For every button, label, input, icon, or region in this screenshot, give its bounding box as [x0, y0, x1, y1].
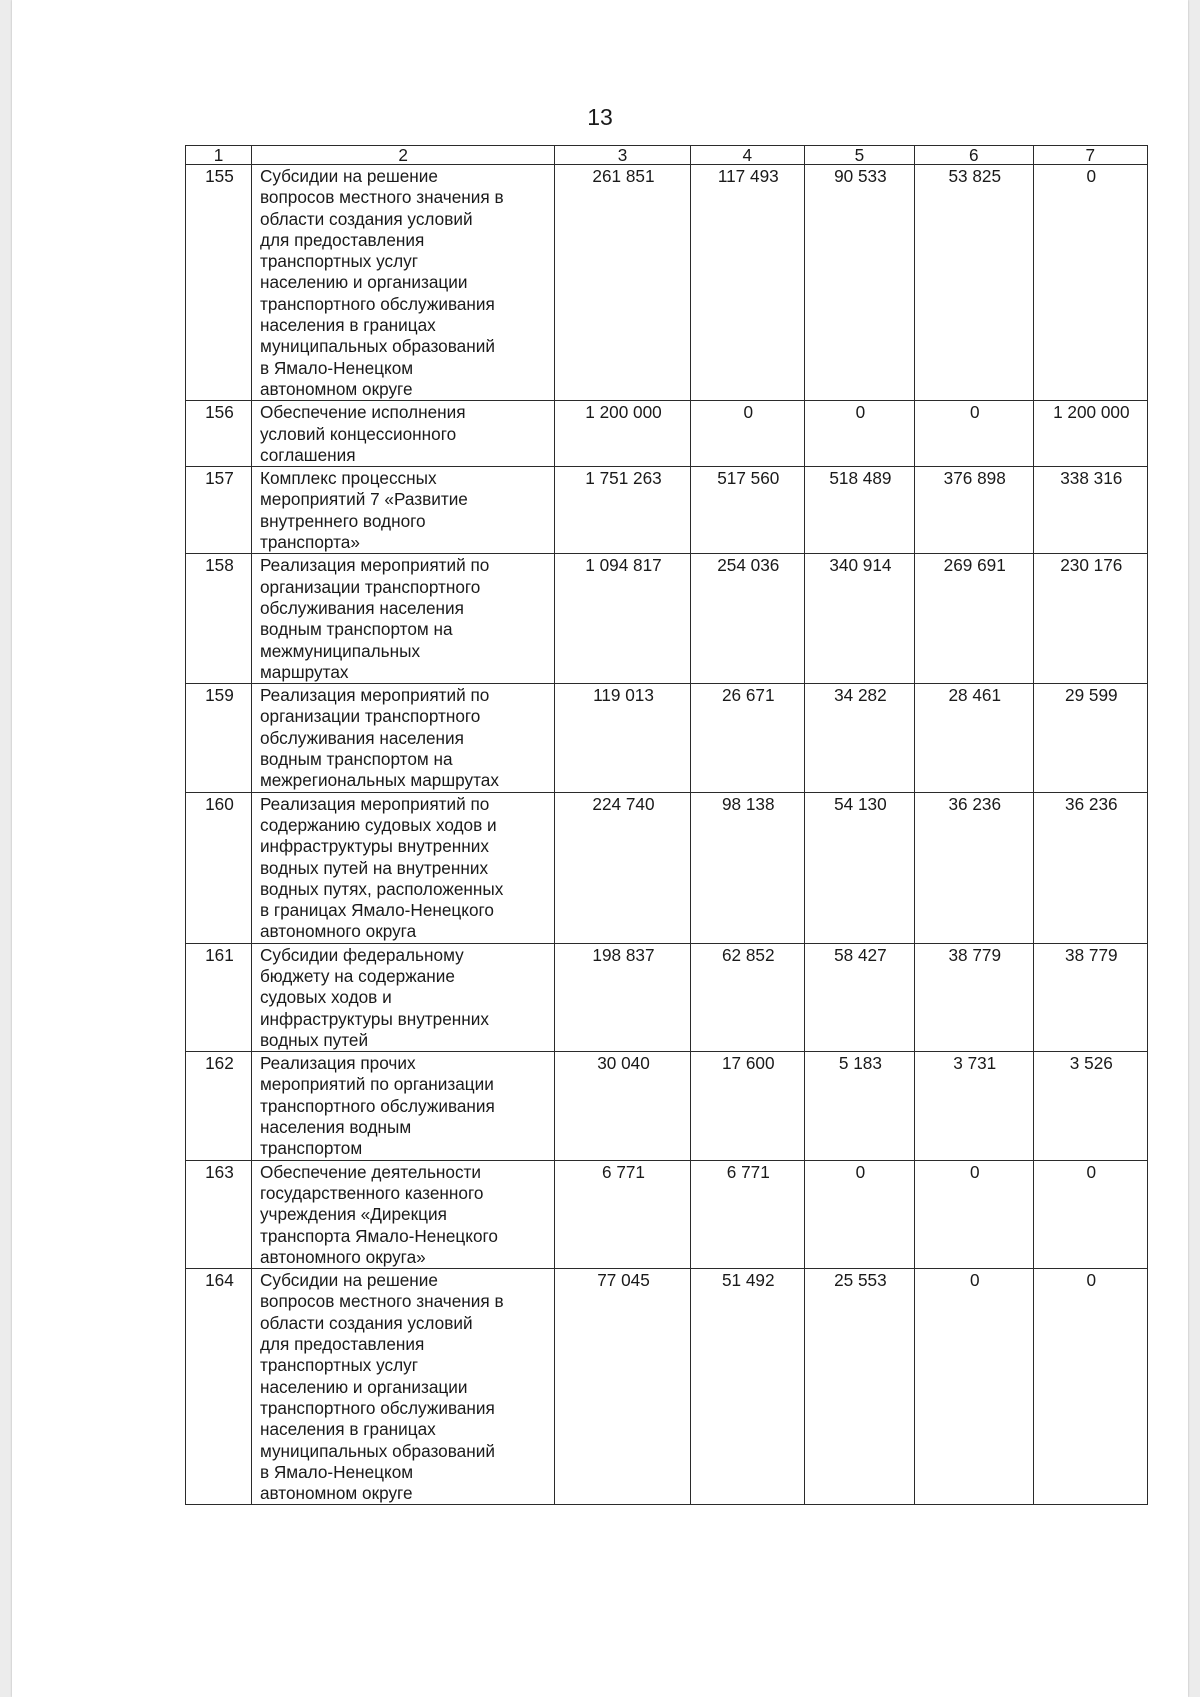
- column-header: 6: [914, 146, 1033, 165]
- description-line: Субсидии федеральному: [259, 944, 464, 965]
- description-line: маршрутах: [259, 661, 349, 682]
- value-cell-col-7: 38 779: [1033, 943, 1147, 1051]
- value-cell-col-5: 58 427: [804, 943, 914, 1051]
- value-cell-col-4: 6 771: [690, 1160, 804, 1268]
- value-cell-col-3: 77 045: [555, 1269, 690, 1505]
- description-line: транспортных услуг: [259, 1355, 419, 1376]
- value-cell-col-5: 34 282: [804, 684, 914, 792]
- row-description: [251, 1052, 554, 1160]
- description-line: в границах Ямало-Ненецкого: [259, 900, 494, 921]
- value-cell-col-7: 0: [1033, 1160, 1147, 1268]
- row-description: [251, 684, 554, 792]
- table-header: [186, 146, 1148, 165]
- value-cell-col-4: 17 600: [690, 1052, 804, 1160]
- description-line: транспорта»: [259, 532, 360, 553]
- description-line: в Ямало-Ненецком: [259, 1461, 414, 1482]
- value-cell-col-5: 25 553: [804, 1269, 914, 1505]
- description-line: инфраструктуры внутренних: [259, 836, 489, 857]
- description-line: межмуниципальных: [259, 640, 421, 661]
- value-cell-col-7: 0: [1033, 1269, 1147, 1505]
- description-line: вопросов местного значения в: [259, 187, 504, 208]
- row-number: 160: [186, 792, 252, 943]
- description-line: организации транспортного: [259, 576, 481, 597]
- row-number: 164: [186, 1269, 252, 1505]
- value-cell-col-3: 1 751 263: [555, 467, 690, 554]
- value-cell-col-3: 1 200 000: [555, 401, 690, 467]
- description-line: муниципальных образований: [259, 336, 495, 357]
- row-description: [251, 401, 554, 467]
- value-cell-col-3: 6 771: [555, 1160, 690, 1268]
- description-line: населения в границах: [259, 1419, 436, 1440]
- document-page: [12, 0, 1188, 1697]
- value-cell-col-5: 518 489: [804, 467, 914, 554]
- description-line: муниципальных образований: [259, 1440, 495, 1461]
- description-line: обслуживания населения: [259, 727, 464, 748]
- value-cell-col-4: 51 492: [690, 1269, 804, 1505]
- row-number: 156: [186, 401, 252, 467]
- value-cell-col-6: 3 731: [914, 1052, 1033, 1160]
- description-line: межрегиональных маршрутах: [259, 770, 499, 791]
- description-line: условий концессионного: [259, 423, 457, 444]
- column-header: 7: [1033, 146, 1147, 165]
- description-line: Комплекс процессных: [259, 468, 437, 489]
- column-header: 3: [555, 146, 690, 165]
- value-cell-col-3: 224 740: [555, 792, 690, 943]
- description-line: водных путей: [259, 1029, 369, 1050]
- row-number: 158: [186, 554, 252, 684]
- value-cell-col-6: 38 779: [914, 943, 1033, 1051]
- description-line: государственного казенного: [259, 1182, 484, 1203]
- description-line: водных путей на внутренних: [259, 857, 489, 878]
- table-row: [186, 1052, 1148, 1160]
- table-row: [186, 554, 1148, 684]
- value-cell-col-5: 0: [804, 401, 914, 467]
- value-cell-col-6: 0: [914, 1269, 1033, 1505]
- value-cell-col-6: 53 825: [914, 165, 1033, 401]
- description-line: населению и организации: [259, 1376, 468, 1397]
- value-cell-col-4: 98 138: [690, 792, 804, 943]
- description-line: автономном округе: [259, 378, 413, 399]
- description-line: автономного округа»: [259, 1246, 426, 1267]
- description-line: области создания условий: [259, 208, 473, 229]
- value-cell-col-4: 117 493: [690, 165, 804, 401]
- description-line: населения водным: [259, 1117, 412, 1138]
- column-header: 5: [804, 146, 914, 165]
- description-line: транспорта Ямало-Ненецкого: [259, 1225, 498, 1246]
- value-cell-col-7: 338 316: [1033, 467, 1147, 554]
- value-cell-col-5: 0: [804, 1160, 914, 1268]
- column-header: 1: [186, 146, 252, 165]
- table-row: [186, 467, 1148, 554]
- description-line: в Ямало-Ненецком: [259, 357, 414, 378]
- value-cell-col-7: 0: [1033, 165, 1147, 401]
- value-cell-col-4: 62 852: [690, 943, 804, 1051]
- description-line: Реализация мероприятий по: [259, 793, 490, 814]
- description-line: Реализация мероприятий по: [259, 685, 490, 706]
- description-line: судовых ходов и: [259, 987, 392, 1008]
- description-line: населению и организации: [259, 272, 468, 293]
- row-number: 159: [186, 684, 252, 792]
- value-cell-col-3: 198 837: [555, 943, 690, 1051]
- table-row: [186, 401, 1148, 467]
- description-line: автономного округа: [259, 921, 417, 942]
- value-cell-col-4: 0: [690, 401, 804, 467]
- header-row: [186, 146, 1148, 165]
- description-line: обслуживания населения: [259, 597, 464, 618]
- row-number: 155: [186, 165, 252, 401]
- row-description: [251, 165, 554, 401]
- description-line: транспортного обслуживания: [259, 1397, 495, 1418]
- value-cell-col-6: 376 898: [914, 467, 1033, 554]
- row-number: 163: [186, 1160, 252, 1268]
- value-cell-col-5: 54 130: [804, 792, 914, 943]
- description-line: Обеспечение деятельности: [259, 1161, 482, 1182]
- row-number: 161: [186, 943, 252, 1051]
- description-line: для предоставления: [259, 1334, 425, 1355]
- table-row: [186, 943, 1148, 1051]
- column-header: 4: [690, 146, 804, 165]
- row-description: [251, 1269, 554, 1505]
- column-header: 2: [251, 146, 554, 165]
- row-description: [251, 792, 554, 943]
- table-row: [186, 165, 1148, 401]
- row-description: [251, 943, 554, 1051]
- description-line: Обеспечение исполнения: [259, 402, 466, 423]
- row-number: 157: [186, 467, 252, 554]
- description-line: для предоставления: [259, 229, 425, 250]
- description-line: Реализация прочих: [259, 1053, 416, 1074]
- description-line: водных путях, расположенных: [259, 878, 504, 899]
- description-line: мероприятий по организации: [259, 1074, 494, 1095]
- value-cell-col-5: 5 183: [804, 1052, 914, 1160]
- description-line: водным транспортом на: [259, 749, 453, 770]
- description-line: организации транспортного: [259, 706, 481, 727]
- description-line: области создания условий: [259, 1312, 473, 1333]
- value-cell-col-7: 3 526: [1033, 1052, 1147, 1160]
- table-row: [186, 1269, 1148, 1505]
- description-line: водным транспортом на: [259, 619, 453, 640]
- description-line: содержанию судовых ходов и: [259, 814, 497, 835]
- description-line: Реализация мероприятий по: [259, 555, 490, 576]
- table-row: [186, 1160, 1148, 1268]
- row-description: [251, 554, 554, 684]
- value-cell-col-6: 28 461: [914, 684, 1033, 792]
- value-cell-col-6: 269 691: [914, 554, 1033, 684]
- row-number: 162: [186, 1052, 252, 1160]
- description-line: внутреннего водного: [259, 510, 426, 531]
- value-cell-col-4: 517 560: [690, 467, 804, 554]
- description-line: Субсидии на решение: [259, 1270, 438, 1291]
- value-cell-col-7: 36 236: [1033, 792, 1147, 943]
- row-description: [251, 1160, 554, 1268]
- description-line: транспортных услуг: [259, 251, 419, 272]
- description-line: учреждения «Дирекция: [259, 1204, 447, 1225]
- description-line: бюджету на содержание: [259, 965, 455, 986]
- value-cell-col-6: 0: [914, 401, 1033, 467]
- description-line: автономном округе: [259, 1483, 413, 1504]
- value-cell-col-4: 26 671: [690, 684, 804, 792]
- description-line: транспортного обслуживания: [259, 293, 495, 314]
- value-cell-col-3: 261 851: [555, 165, 690, 401]
- value-cell-col-7: 230 176: [1033, 554, 1147, 684]
- value-cell-col-3: 119 013: [555, 684, 690, 792]
- table-row: [186, 792, 1148, 943]
- description-line: мероприятий 7 «Развитие: [259, 489, 468, 510]
- row-description: [251, 467, 554, 554]
- description-line: транспортного обслуживания: [259, 1095, 495, 1116]
- table-row: [186, 684, 1148, 792]
- value-cell-col-4: 254 036: [690, 554, 804, 684]
- value-cell-col-6: 0: [914, 1160, 1033, 1268]
- page-number: 13: [587, 104, 613, 130]
- value-cell-col-3: 1 094 817: [555, 554, 690, 684]
- description-line: транспортом: [259, 1138, 363, 1159]
- description-line: населения в границах: [259, 315, 436, 336]
- budget-table: [185, 145, 1148, 1505]
- value-cell-col-5: 340 914: [804, 554, 914, 684]
- value-cell-col-5: 90 533: [804, 165, 914, 401]
- value-cell-col-6: 36 236: [914, 792, 1033, 943]
- value-cell-col-7: 1 200 000: [1033, 401, 1147, 467]
- description-line: соглашения: [259, 444, 356, 465]
- description-line: инфраструктуры внутренних: [259, 1008, 489, 1029]
- description-line: Субсидии на решение: [259, 166, 438, 186]
- value-cell-col-3: 30 040: [555, 1052, 690, 1160]
- description-line: вопросов местного значения в: [259, 1291, 504, 1312]
- table-body: [186, 165, 1148, 1505]
- value-cell-col-7: 29 599: [1033, 684, 1147, 792]
